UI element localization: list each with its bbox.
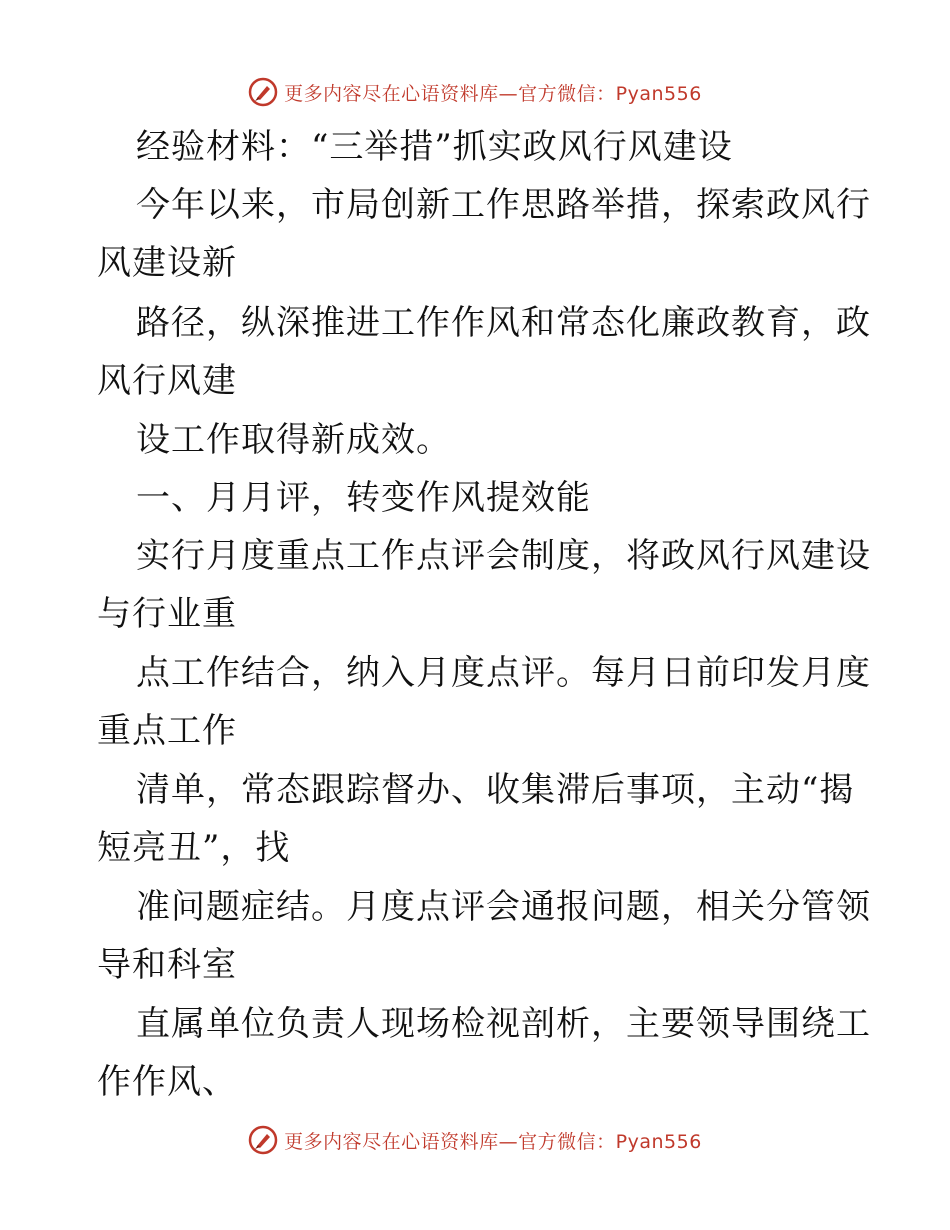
- paragraph-line: 直属单位负责人现场检视剖析，主要领导围绕工: [136, 1004, 871, 1044]
- paragraph-line: 短亮丑”，找: [97, 828, 291, 868]
- paragraph-line: 重点工作: [97, 711, 237, 751]
- paragraph-line: 风建设新: [97, 243, 237, 283]
- document-title: 经验材料：“三举措”抓实政风行风建设: [136, 127, 733, 167]
- paragraph-line: 今年以来，市局创新工作思路举措，探索政风行: [136, 185, 871, 225]
- paragraph-line: 点工作结合，纳入月度点评。每月日前印发月度: [136, 653, 871, 693]
- paragraph-line: 路径，纵深推进工作作风和常态化廉政教育，政: [136, 303, 871, 343]
- watermark-text: 更多内容尽在心语资料库—官方微信：Pyan556: [284, 82, 702, 105]
- section-heading: 一、月月评，转变作风提效能: [136, 478, 591, 518]
- header-watermark-banner: [0, 72, 950, 112]
- paragraph-line: 实行月度重点工作点评会制度，将政风行风建设: [136, 536, 871, 576]
- paragraph-line: 风行风建: [97, 361, 237, 401]
- watermark-text: 更多内容尽在心语资料库—官方微信：Pyan556: [284, 1130, 702, 1153]
- paragraph-line: 与行业重: [97, 594, 237, 634]
- paragraph-line: 清单，常态跟踪督办、收集滞后事项，主动“揭: [136, 770, 855, 810]
- paragraph-line: 设工作取得新成效。: [136, 420, 451, 460]
- footer-watermark-banner: [0, 1120, 950, 1160]
- paragraph-line: 准问题症结。月度点评会通报问题，相关分管领: [136, 887, 871, 927]
- red-fountain-pen-icon: [248, 1125, 278, 1155]
- paragraph-line: 作作风、: [97, 1062, 237, 1102]
- red-fountain-pen-icon: [248, 77, 278, 107]
- paragraph-line: 导和科室: [97, 945, 237, 985]
